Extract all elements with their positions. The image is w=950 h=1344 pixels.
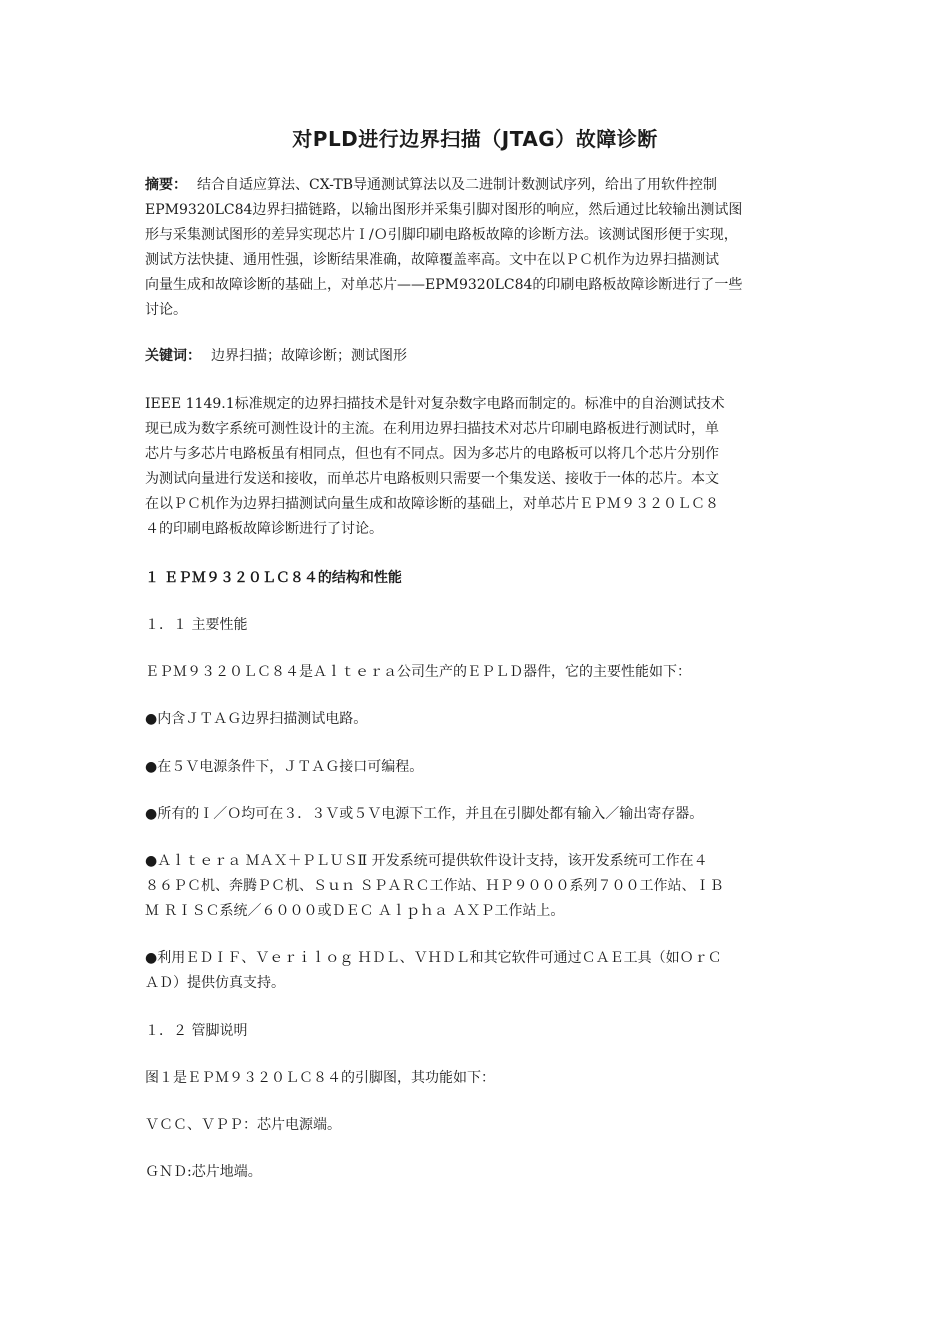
bullet-item: ●在５Ｖ电源条件下，ＪＴＡＧ接口可编程。 bbox=[145, 759, 424, 775]
pin-description: ＶＣＣ、ＶＰＰ：芯片电源端。 bbox=[145, 1117, 341, 1133]
keywords-paragraph bbox=[145, 344, 815, 369]
intro-line: 现已成为数字系统可测性设计的主流。在利用边界扫描技术对芯片印刷电路板进行测试时，单 bbox=[145, 421, 719, 437]
abstract-line: 摘要： 结合自适应算法、CX-TB导通测试算法以及二进制计数测试序列，给出了用软件控制 bbox=[145, 177, 718, 193]
bullet-item: ●Ａｌｔｅｒａ ＭＡＸ＋ＰＬＵＳⅡ 开发系统可提供软件设计支持，该开发系统可工作在４ ８６ＰＣ机、奔腾ＰＣ机、Ｓｕｎ ＳＰＡＲＣ工作站、ＨＰ９０００系列７００工作站、ＩＢ Ｍ ＲＩＳＣ系统／６０００或ＤＥＣ Ａｌｐｈａ ＡＸＰ工作站上。 bbox=[145, 853, 724, 919]
abstract-line: EPM9320LC84边界扫描链路，以输出图形并采集引脚对图形的响应，然后通过比较输出测试图 bbox=[145, 202, 743, 218]
abstract-line: 讨论。 bbox=[145, 302, 187, 318]
section-1-heading: １ ＥＰＭ９３２０ＬＣ８４的结构和性能 bbox=[145, 570, 402, 586]
section-1-2-heading: １．２ 管脚说明 bbox=[145, 1023, 248, 1039]
intro-line: IEEE 1149.1标准规定的边界扫描技术是针对复杂数字电路而制定的。标准中的自治测试技术 bbox=[145, 396, 725, 412]
abstract-line: 测试方法快捷、通用性强，诊断结果准确，故障覆盖率高。文中在以ＰＣ机作为边界扫描测试 bbox=[145, 252, 719, 268]
pin-description: ＧＮＤ:芯片地端。 bbox=[145, 1164, 262, 1180]
keywords-text: 边界扫描；故障诊断；测试图形 bbox=[211, 348, 407, 364]
abstract-label: 摘要： bbox=[145, 177, 187, 193]
abstract-paragraph bbox=[145, 173, 815, 323]
bullet-item: ●内含ＪＴＡＧ边界扫描测试电路。 bbox=[145, 711, 368, 727]
intro-line: ４的印刷电路板故障诊断进行了讨论。 bbox=[145, 521, 383, 537]
abstract-line: 向量生成和故障诊断的基础上，对单芯片——EPM9320LC84的印刷电路板故障诊断进行了一些 bbox=[145, 277, 743, 293]
document-title: 对PLD进行边界扫描（JTAG）故障诊断 bbox=[292, 127, 658, 151]
bullet-item: ●所有的Ｉ／Ｏ均可在３．３Ｖ或５Ｖ电源下工作，并且在引脚处都有输入／输出寄存器。 bbox=[145, 806, 704, 822]
intro-line: 芯片与多芯片电路板虽有相同点，但也有不同点。因为多芯片的电路板可以将几个芯片分别作 bbox=[145, 446, 719, 462]
section-1-2-intro: 图１是ＥＰＭ９３２０ＬＣ８４的引脚图，其功能如下： bbox=[145, 1070, 495, 1086]
intro-line: 在以ＰＣ机作为边界扫描测试向量生成和故障诊断的基础上，对单芯片ＥＰＭ９３２０ＬＣ８ bbox=[145, 496, 719, 512]
bullet-item: ●利用ＥＤＩＦ、Ｖｅｒｉｌｏｇ ＨＤＬ、ＶＨＤＬ和其它软件可通过ＣＡＥ工具（如ＯｒＣ ＡＤ）提供仿真支持。 bbox=[145, 950, 722, 991]
keywords-label: 关键词： bbox=[145, 348, 201, 364]
abstract-line: 形与采集测试图形的差异实现芯片Ｉ/Ｏ引脚印刷电路板故障的诊断方法。该测试图形便于实现， bbox=[145, 227, 738, 243]
intro-line: 为测试向量进行发送和接收，而单芯片电路板则只需要一个集发送、接收于一体的芯片。本文 bbox=[145, 471, 719, 487]
intro-paragraph bbox=[145, 392, 815, 542]
section-1-1-heading: １．１ 主要性能 bbox=[145, 617, 248, 633]
section-1-1-intro: ＥＰＭ９３２０ＬＣ８４是Ａｌｔｅｒａ公司生产的ＥＰＬＤ器件，它的主要性能如下： bbox=[145, 664, 691, 680]
